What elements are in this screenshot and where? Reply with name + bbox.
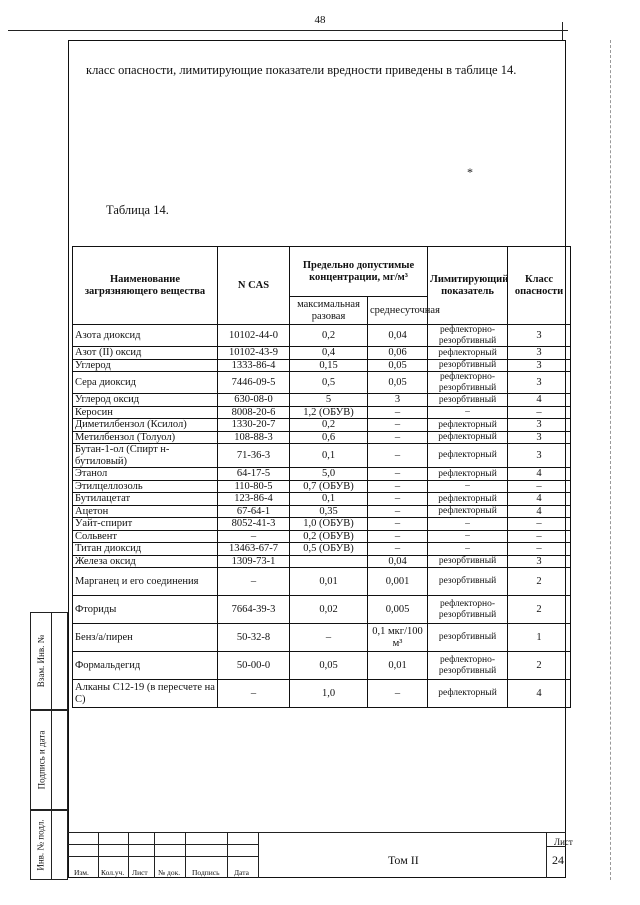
asterisk-mark: * bbox=[467, 165, 473, 179]
cell-class: 1 bbox=[508, 624, 571, 652]
cell-name: Азот (II) оксид bbox=[73, 347, 218, 360]
cell-limiting: резорбтивный bbox=[428, 394, 508, 407]
cell-limiting: рефлекторно-резорбтивный bbox=[428, 325, 508, 347]
table-row bbox=[73, 596, 571, 624]
cell-max: 0,1 bbox=[290, 444, 368, 468]
top-rule bbox=[8, 30, 568, 31]
cell-avg: 0,06 bbox=[368, 347, 428, 360]
cell-cas: 8052-41-3 bbox=[218, 518, 290, 531]
sheet-number: 24 bbox=[552, 853, 564, 867]
cell-avg: 0,05 bbox=[368, 372, 428, 394]
cell-avg: 3 bbox=[368, 394, 428, 407]
cell-name: Азота диоксид bbox=[73, 325, 218, 347]
stamp-list: Лист bbox=[132, 868, 148, 877]
cell-class: 3 bbox=[508, 325, 571, 347]
header-class: Класс опасности bbox=[508, 247, 571, 325]
cell-class: 2 bbox=[508, 568, 571, 596]
cell-avg: – bbox=[368, 493, 428, 506]
cell-cas: 13463-67-7 bbox=[218, 543, 290, 556]
volume-title: Том II bbox=[388, 853, 419, 867]
table-row bbox=[73, 624, 571, 652]
table-row bbox=[73, 568, 571, 596]
table-row bbox=[73, 493, 571, 506]
table-row bbox=[73, 680, 571, 708]
cell-name: Этилцеллозоль bbox=[73, 480, 218, 493]
cell-cas: 50-00-0 bbox=[218, 652, 290, 680]
table-row bbox=[73, 325, 571, 347]
cell-name: Бутан-1-ол (Спирт н-бутиловый) bbox=[73, 444, 218, 468]
stamp-data: Дата bbox=[234, 868, 249, 877]
cell-limiting: рефлекторный bbox=[428, 493, 508, 506]
table-row bbox=[73, 652, 571, 680]
cell-class: 3 bbox=[508, 347, 571, 360]
header-limiting: Лимитирующий показатель bbox=[428, 247, 508, 325]
stamp-ndok: № док. bbox=[158, 868, 181, 877]
cell-avg: 0,005 bbox=[368, 596, 428, 624]
cell-max: 0,01 bbox=[290, 568, 368, 596]
cell-cas: 8008-20-6 bbox=[218, 406, 290, 419]
cell-cas: 1309-73-1 bbox=[218, 555, 290, 568]
cell-name: Титан диоксид bbox=[73, 543, 218, 556]
cell-class: 4 bbox=[508, 505, 571, 518]
cell-name: Сольвент bbox=[73, 530, 218, 543]
cell-limiting: рефлекторный bbox=[428, 347, 508, 360]
cell-avg: 0,05 bbox=[368, 359, 428, 372]
table-row bbox=[73, 543, 571, 556]
cell-class: 3 bbox=[508, 555, 571, 568]
cell-avg: – bbox=[368, 406, 428, 419]
pollutant-table bbox=[72, 246, 571, 708]
cell-max: – bbox=[290, 624, 368, 652]
cell-limiting: рефлекторный bbox=[428, 680, 508, 708]
cell-max: 5,0 bbox=[290, 468, 368, 481]
cell-limiting: резорбтивный bbox=[428, 624, 508, 652]
stamp-kol: Кол.уч. bbox=[101, 868, 125, 877]
cell-cas: 108-88-3 bbox=[218, 431, 290, 444]
cell-cas: 10102-44-0 bbox=[218, 325, 290, 347]
cell-cas: 123-86-4 bbox=[218, 493, 290, 506]
cell-cas: 67-64-1 bbox=[218, 505, 290, 518]
table-row bbox=[73, 480, 571, 493]
side-vzam-label: Взам. Инв. № bbox=[36, 634, 46, 688]
side-podpis bbox=[30, 710, 52, 810]
cell-avg: 0,04 bbox=[368, 325, 428, 347]
cell-max: 0,2 bbox=[290, 325, 368, 347]
cell-limiting: рефлекторный bbox=[428, 468, 508, 481]
cell-max: 5 bbox=[290, 394, 368, 407]
page-number: 48 bbox=[314, 14, 326, 26]
cell-limiting: рефлекторный bbox=[428, 431, 508, 444]
cell-max: 0,2 (ОБУВ) bbox=[290, 530, 368, 543]
table-row bbox=[73, 530, 571, 543]
cell-class: – bbox=[508, 518, 571, 531]
table-caption: Таблица 14. bbox=[106, 203, 169, 217]
cell-class: 2 bbox=[508, 596, 571, 624]
cell-max bbox=[290, 555, 368, 568]
cell-limiting: рефлекторно-резорбтивный bbox=[428, 596, 508, 624]
side-inv bbox=[30, 810, 52, 880]
cell-avg: – bbox=[368, 505, 428, 518]
right-dashed-border bbox=[610, 40, 611, 880]
cell-avg: – bbox=[368, 530, 428, 543]
cell-name: Углерод bbox=[73, 359, 218, 372]
cell-avg: 0,1 мкг/100 м³ bbox=[368, 624, 428, 652]
cell-name: Железа оксид bbox=[73, 555, 218, 568]
table-row bbox=[73, 406, 571, 419]
cell-avg: – bbox=[368, 518, 428, 531]
cell-class: – bbox=[508, 543, 571, 556]
table-row bbox=[73, 359, 571, 372]
cell-max: 1,0 (ОБУВ) bbox=[290, 518, 368, 531]
table-row bbox=[73, 444, 571, 468]
table-row bbox=[73, 431, 571, 444]
cell-max: 1,2 (ОБУВ) bbox=[290, 406, 368, 419]
cell-cas: 50-32-8 bbox=[218, 624, 290, 652]
cell-limiting: рефлекторный bbox=[428, 444, 508, 468]
cell-name: Ацетон bbox=[73, 505, 218, 518]
cell-avg: 0,01 bbox=[368, 652, 428, 680]
cell-max: 0,5 bbox=[290, 372, 368, 394]
cell-avg: – bbox=[368, 543, 428, 556]
cell-avg: – bbox=[368, 444, 428, 468]
top-tick bbox=[562, 22, 563, 40]
cell-cas: 7446-09-5 bbox=[218, 372, 290, 394]
cell-class: – bbox=[508, 530, 571, 543]
cell-max: 0,02 bbox=[290, 596, 368, 624]
cell-cas: 10102-43-9 bbox=[218, 347, 290, 360]
cell-class: – bbox=[508, 480, 571, 493]
table-row bbox=[73, 555, 571, 568]
side-inv-label: Инв. № подл. bbox=[36, 819, 46, 871]
cell-class: 2 bbox=[508, 652, 571, 680]
cell-cas: 1333-86-4 bbox=[218, 359, 290, 372]
sheet-label: Лист bbox=[554, 837, 573, 847]
cell-max: 0,6 bbox=[290, 431, 368, 444]
cell-avg: – bbox=[368, 419, 428, 432]
header-max: максимальная разовая bbox=[290, 297, 368, 325]
cell-name: Метилбензол (Толуол) bbox=[73, 431, 218, 444]
cell-cas: 630-08-0 bbox=[218, 394, 290, 407]
cell-avg: – bbox=[368, 680, 428, 708]
title-block bbox=[68, 832, 566, 878]
cell-cas: 71-36-3 bbox=[218, 444, 290, 468]
cell-max: 0,1 bbox=[290, 493, 368, 506]
cell-limiting: – bbox=[428, 406, 508, 419]
cell-limiting: – bbox=[428, 543, 508, 556]
cell-class: 3 bbox=[508, 419, 571, 432]
cell-max: 0,5 (ОБУВ) bbox=[290, 543, 368, 556]
cell-class: 4 bbox=[508, 493, 571, 506]
cell-name: Уайт-спирит bbox=[73, 518, 218, 531]
cell-max: 1,0 bbox=[290, 680, 368, 708]
cell-class: 3 bbox=[508, 431, 571, 444]
cell-max: 0,35 bbox=[290, 505, 368, 518]
side-vzam bbox=[30, 612, 52, 710]
intro-paragraph: класс опасности, лимитирующие показатели вредности приведены в таблице 14. bbox=[86, 63, 517, 77]
cell-limiting: – bbox=[428, 480, 508, 493]
cell-name: Керосин bbox=[73, 406, 218, 419]
table-row bbox=[73, 468, 571, 481]
cell-name: Диметилбензол (Ксилол) bbox=[73, 419, 218, 432]
cell-class: 3 bbox=[508, 359, 571, 372]
cell-limiting: – bbox=[428, 530, 508, 543]
header-pdk: Предельно допустимые концентрации, мг/м³ bbox=[290, 247, 428, 297]
stamp-podpis: Подпись bbox=[192, 868, 220, 877]
table-row bbox=[73, 394, 571, 407]
cell-avg: 0,04 bbox=[368, 555, 428, 568]
cell-class: 3 bbox=[508, 444, 571, 468]
cell-name: Формальдегид bbox=[73, 652, 218, 680]
side-podpis-label: Подпись и дата bbox=[36, 730, 46, 790]
cell-name: Сера диоксид bbox=[73, 372, 218, 394]
header-avg: среднесуточная bbox=[368, 297, 428, 325]
side-vzam-field bbox=[52, 612, 68, 710]
cell-max: 0,2 bbox=[290, 419, 368, 432]
cell-avg: – bbox=[368, 468, 428, 481]
cell-limiting: резорбтивный bbox=[428, 568, 508, 596]
cell-avg: – bbox=[368, 431, 428, 444]
cell-cas: 64-17-5 bbox=[218, 468, 290, 481]
table-row bbox=[73, 419, 571, 432]
cell-name: Алканы C12-19 (в пересчете на С) bbox=[73, 680, 218, 708]
table-row bbox=[73, 518, 571, 531]
cell-name: Фториды bbox=[73, 596, 218, 624]
cell-class: – bbox=[508, 406, 571, 419]
cell-limiting: рефлекторный bbox=[428, 505, 508, 518]
cell-max: 0,7 (ОБУВ) bbox=[290, 480, 368, 493]
table-row bbox=[73, 372, 571, 394]
cell-avg: – bbox=[368, 480, 428, 493]
cell-cas: 110-80-5 bbox=[218, 480, 290, 493]
cell-name: Этанол bbox=[73, 468, 218, 481]
cell-max: 0,4 bbox=[290, 347, 368, 360]
cell-limiting: резорбтивный bbox=[428, 359, 508, 372]
table-body bbox=[73, 325, 571, 708]
cell-class: 4 bbox=[508, 680, 571, 708]
cell-limiting: рефлекторно-резорбтивный bbox=[428, 372, 508, 394]
cell-cas: 1330-20-7 bbox=[218, 419, 290, 432]
cell-name: Бенз/а/пирен bbox=[73, 624, 218, 652]
stamp-izm: Изм. bbox=[74, 868, 89, 877]
cell-class: 4 bbox=[508, 394, 571, 407]
table-row bbox=[73, 505, 571, 518]
cell-name: Марганец и его соединения bbox=[73, 568, 218, 596]
side-inv-field bbox=[52, 810, 68, 880]
header-name: Наименование загрязняющего вещества bbox=[73, 247, 218, 325]
cell-cas: – bbox=[218, 530, 290, 543]
cell-limiting: рефлекторно-резорбтивный bbox=[428, 652, 508, 680]
cell-name: Бутилацетат bbox=[73, 493, 218, 506]
cell-limiting: рефлекторный bbox=[428, 419, 508, 432]
side-podpis-field bbox=[52, 710, 68, 810]
cell-class: 3 bbox=[508, 372, 571, 394]
cell-class: 4 bbox=[508, 468, 571, 481]
cell-limiting: – bbox=[428, 518, 508, 531]
cell-max: 0,15 bbox=[290, 359, 368, 372]
cell-cas: 7664-39-3 bbox=[218, 596, 290, 624]
cell-cas: – bbox=[218, 680, 290, 708]
cell-name: Углерод оксид bbox=[73, 394, 218, 407]
table-row bbox=[73, 347, 571, 360]
cell-cas: – bbox=[218, 568, 290, 596]
cell-max: 0,05 bbox=[290, 652, 368, 680]
cell-avg: 0,001 bbox=[368, 568, 428, 596]
header-cas: N CAS bbox=[218, 247, 290, 325]
cell-limiting: резорбтивный bbox=[428, 555, 508, 568]
